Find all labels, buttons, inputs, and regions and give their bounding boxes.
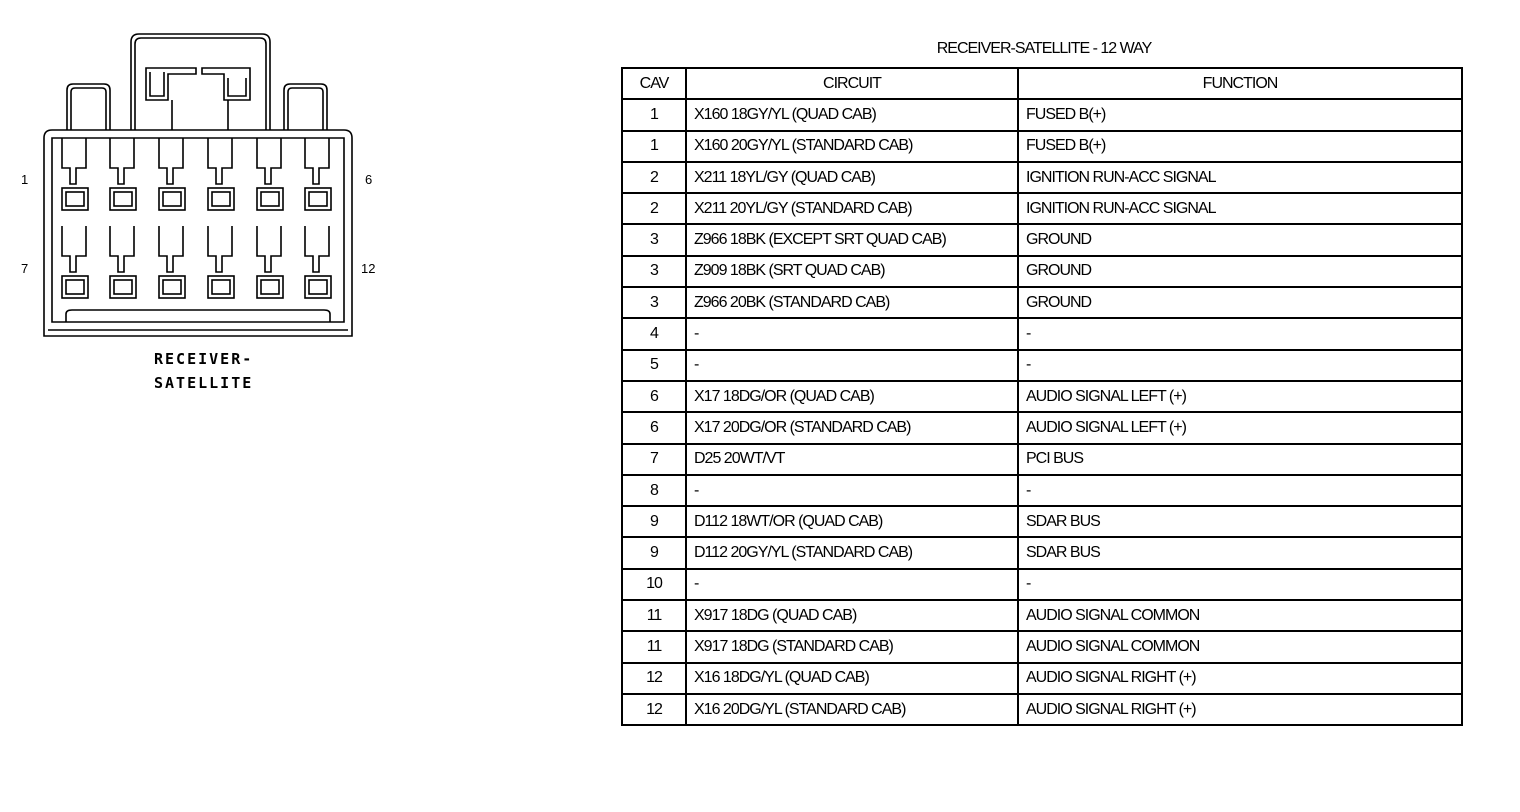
cavity-grid [62,138,331,298]
function-cell: AUDIO SIGNAL LEFT (+) [1018,381,1462,412]
circuit-cell: - [686,475,1018,506]
table-row [622,318,1462,349]
table-row [622,444,1462,475]
circuit-cell: X16 18DG/YL (QUAD CAB) [686,663,1018,694]
function-cell: - [1018,569,1462,600]
cav-cell: 2 [622,162,686,193]
pinout-table [621,67,1463,726]
cav-cell: 9 [622,506,686,537]
table-row [622,475,1462,506]
circuit-cell: - [686,350,1018,381]
cav-cell: 5 [622,350,686,381]
function-cell: IGNITION RUN-ACC SIGNAL [1018,162,1462,193]
pin-label-12: 12 [361,261,376,276]
table-row [622,256,1462,287]
circuit-cell: - [686,318,1018,349]
table-header-row [622,68,1462,99]
function-cell: AUDIO SIGNAL COMMON [1018,631,1462,662]
table-row [622,537,1462,568]
connector-diagram [0,0,600,420]
circuit-cell: - [686,569,1018,600]
cav-cell: 4 [622,318,686,349]
function-cell: - [1018,350,1462,381]
table-row [622,600,1462,631]
pin-label-6: 6 [365,172,373,187]
circuit-cell: X17 18DG/OR (QUAD CAB) [686,381,1018,412]
function-cell: SDAR BUS [1018,537,1462,568]
cav-cell: 10 [622,569,686,600]
cav-cell: 6 [622,412,686,443]
table-row [622,381,1462,412]
function-cell: AUDIO SIGNAL RIGHT (+) [1018,694,1462,725]
cav-cell: 7 [622,444,686,475]
table-row [622,287,1462,318]
table-row [622,663,1462,694]
circuit-cell: D112 18WT/OR (QUAD CAB) [686,506,1018,537]
circuit-cell: Z909 18BK (SRT QUAD CAB) [686,256,1018,287]
circuit-cell: X160 18GY/YL (QUAD CAB) [686,99,1018,130]
table-row [622,631,1462,662]
function-cell: GROUND [1018,224,1462,255]
function-cell: SDAR BUS [1018,506,1462,537]
table-row [622,412,1462,443]
cav-cell: 12 [622,694,686,725]
circuit-cell: X17 20DG/OR (STANDARD CAB) [686,412,1018,443]
connector-label-line1: RECEIVER- [154,350,254,368]
function-cell: - [1018,475,1462,506]
function-cell: IGNITION RUN-ACC SIGNAL [1018,193,1462,224]
table-row [622,694,1462,725]
table-title: RECEIVER-SATELLITE - 12 WAY [936,40,1152,57]
cav-cell: 3 [622,224,686,255]
header-circuit: CIRCUIT [686,68,1018,99]
table-row [622,224,1462,255]
header-cav: CAV [622,68,686,99]
circuit-cell: X917 18DG (STANDARD CAB) [686,631,1018,662]
cav-cell: 11 [622,600,686,631]
circuit-cell: Z966 20BK (STANDARD CAB) [686,287,1018,318]
connector-drawing [0,0,600,420]
cav-cell: 3 [622,256,686,287]
function-cell: AUDIO SIGNAL COMMON [1018,600,1462,631]
cav-cell: 1 [622,131,686,162]
table-row [622,131,1462,162]
connector-label-line2: SATELLITE [154,374,254,392]
function-cell: FUSED B(+) [1018,99,1462,130]
table-row [622,99,1462,130]
table-row [622,350,1462,381]
pin-label-1: 1 [21,172,29,187]
cav-cell: 2 [622,193,686,224]
function-cell: GROUND [1018,256,1462,287]
cav-cell: 8 [622,475,686,506]
table-row [622,193,1462,224]
circuit-cell: Z966 18BK (EXCEPT SRT QUAD CAB) [686,224,1018,255]
function-cell: GROUND [1018,287,1462,318]
cav-cell: 6 [622,381,686,412]
cav-cell: 1 [622,99,686,130]
function-cell: - [1018,318,1462,349]
cav-cell: 12 [622,663,686,694]
cav-cell: 11 [622,631,686,662]
function-cell: AUDIO SIGNAL RIGHT (+) [1018,663,1462,694]
circuit-cell: D25 20WT/VT [686,444,1018,475]
circuit-cell: X211 20YL/GY (STANDARD CAB) [686,193,1018,224]
circuit-cell: X160 20GY/YL (STANDARD CAB) [686,131,1018,162]
circuit-cell: D112 20GY/YL (STANDARD CAB) [686,537,1018,568]
pin-label-7: 7 [21,261,29,276]
table-row [622,162,1462,193]
circuit-cell: X211 18YL/GY (QUAD CAB) [686,162,1018,193]
function-cell: AUDIO SIGNAL LEFT (+) [1018,412,1462,443]
circuit-cell: X917 18DG (QUAD CAB) [686,600,1018,631]
function-cell: PCI BUS [1018,444,1462,475]
cav-cell: 9 [622,537,686,568]
table-row [622,569,1462,600]
header-function: FUNCTION [1018,68,1462,99]
circuit-cell: X16 20DG/YL (STANDARD CAB) [686,694,1018,725]
cav-cell: 3 [622,287,686,318]
function-cell: FUSED B(+) [1018,131,1462,162]
table-row [622,506,1462,537]
